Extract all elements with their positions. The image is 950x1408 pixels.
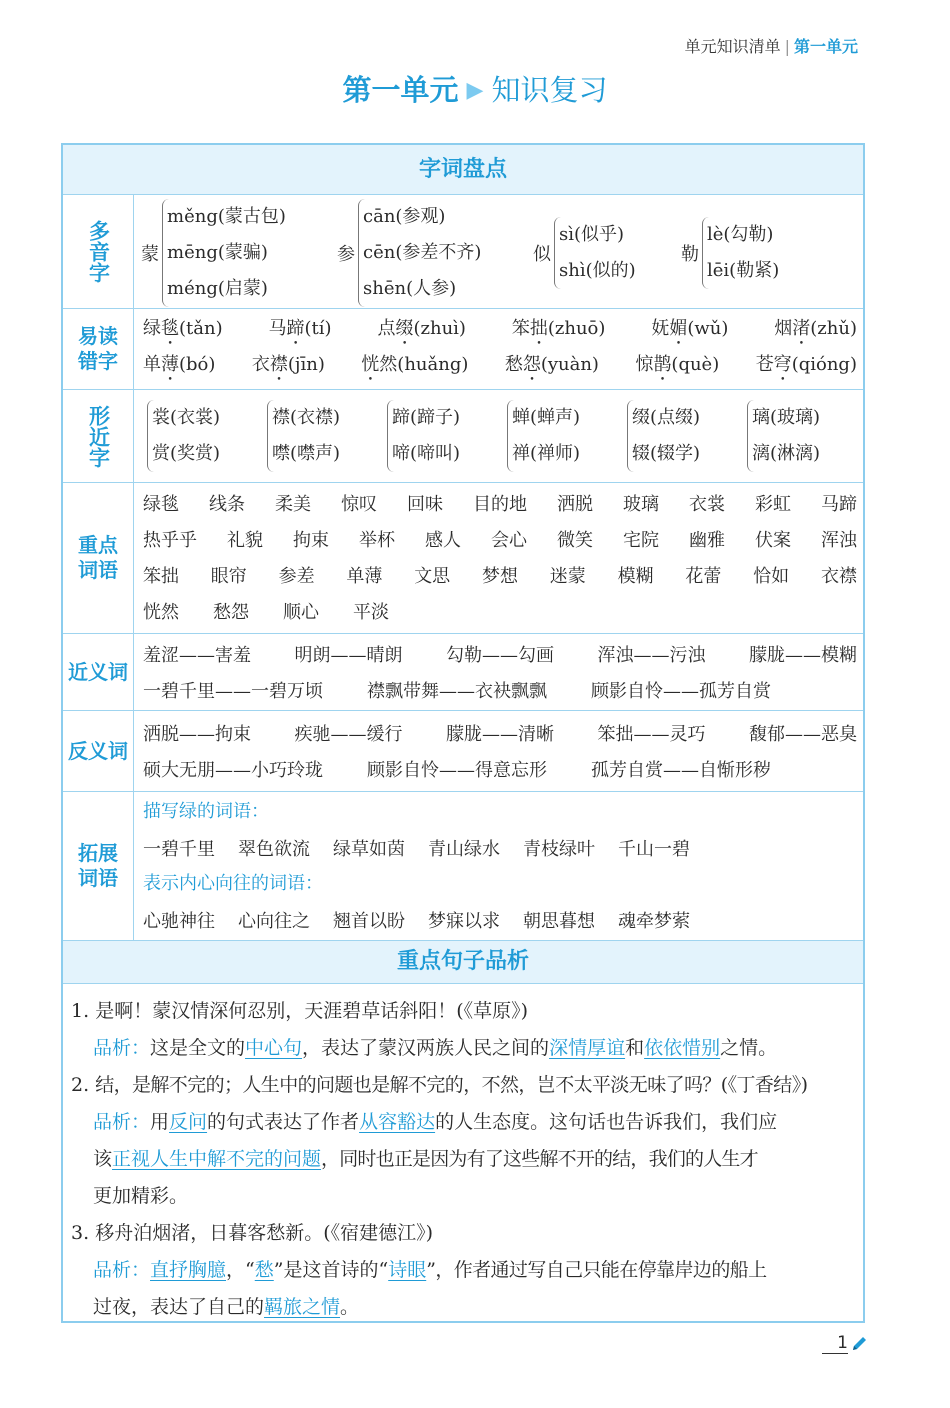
antonyms-line: 洒脱——拘束 疾驰——缓行 朦胧——清晰 笨拙——灵巧 馥郁——恶臭 <box>143 724 857 745</box>
extension-subtitle-longing: 表示内心向往的词语： <box>143 873 323 894</box>
similar-pair: 蹄(蹄子) 啼(啼叫) <box>387 400 460 472</box>
analysis-2-cont: 该正视人生中解不完的问题，同时也正是因为有了这些解不开的结，我们的人生才 <box>93 1148 758 1170</box>
sentence-analysis <box>71 993 855 1326</box>
analysis-1: 品析：这是全文的中心句，表达了蒙汉两族人民之间的深情厚谊和依依惜别之情。 <box>93 1037 778 1059</box>
error-prone-word: 点缀(zhuì) <box>377 317 466 339</box>
title-topic: 知识复习 <box>491 73 608 107</box>
synonyms-label: 近义词 <box>63 634 134 710</box>
running-header <box>685 34 858 57</box>
poly-group-can: 参 cān(参观) cēn(参差不齐) shēn(人参) <box>337 199 481 307</box>
similar-pair: 襟(衣襟) 噤(噤声) <box>267 400 340 472</box>
synonyms-content <box>143 636 857 708</box>
sentence-3: 3. 移舟泊烟渚，日暮客愁新。(《宿建德江》) <box>71 1222 434 1244</box>
extension-subtitle-green: 描写绿的词语： <box>143 801 269 822</box>
arrow-right-icon: ▶ <box>466 78 484 103</box>
poly-group-le: 勒 lè(勾勒) lēi(勒紧) <box>681 217 779 289</box>
analysis-3-cont: 过夜，表达了自己的羁旅之情。 <box>93 1296 360 1318</box>
antonyms-row <box>63 711 863 792</box>
synonyms-line: 一碧千里——一碧万顷 襟飘带舞——衣袂飘飘 顾影自怜——孤芳自赏 <box>143 681 771 702</box>
antonyms-content <box>143 715 857 787</box>
analysis-3: 品析：直抒胸臆，“愁”是这首诗的“诗眼”，作者通过写自己只能在停靠岸边的船上 <box>93 1259 767 1281</box>
page-number: 1 <box>822 1333 848 1354</box>
polyphonic-row <box>63 195 863 309</box>
error-prone-content <box>143 313 857 385</box>
header-unit: 第一单元 <box>793 37 858 56</box>
similar-chars-row <box>63 390 863 483</box>
analysis-2-end: 更加精彩。 <box>93 1185 189 1207</box>
extension-label: 拓展词语 <box>63 792 134 940</box>
header-divider: | <box>784 37 790 56</box>
similar-pair: 缀(点缀) 辍(辍学) <box>627 400 700 472</box>
error-prone-line-2 <box>143 349 857 385</box>
error-prone-word: 恍然(huǎng) <box>361 353 469 375</box>
key-words-line: 恍然 愁怨 顺心 平淡 <box>143 602 389 623</box>
sentences-section-heading: 重点句子品析 <box>63 941 863 984</box>
extension-words-longing: 心驰神往 心向往之 翘首以盼 梦寐以求 朝思暮想 魂牵梦萦 <box>143 911 690 932</box>
poly-group-si: 似 sì(似乎) shì(似的) <box>533 217 636 289</box>
key-words-content <box>143 485 857 629</box>
key-words-line: 热乎乎 礼貌 拘束 举杯 感人 会心 微笑 宅院 幽雅 伏案 浑浊 <box>143 530 857 551</box>
title-unit: 第一单元 <box>342 73 459 107</box>
poly-group-meng: 蒙 měng(蒙古包) mēng(蒙骗) méng(启蒙) <box>141 199 286 307</box>
similar-pair: 蝉(蝉声) 禅(禅师) <box>507 400 580 472</box>
antonyms-line: 硕大无朋——小巧玲珑 顾影自怜——得意忘形 孤芳自赏——自惭形秽 <box>143 760 771 781</box>
similar-chars-label: 形近字 <box>63 390 134 482</box>
key-words-label: 重点词语 <box>63 483 134 633</box>
error-prone-word: 马蹄(tí) <box>268 317 332 339</box>
key-words-row <box>63 483 863 634</box>
sentence-1: 1. 是啊！蒙汉情深何忍别，天涯碧草话斜阳！(《草原》) <box>71 1000 529 1022</box>
error-prone-word: 愁怨(yuàn) <box>504 353 599 375</box>
error-prone-label: 易读错字 <box>63 309 134 389</box>
page-title <box>0 68 950 109</box>
words-section-heading: 字词盘点 <box>63 145 863 195</box>
extension-content <box>143 794 857 938</box>
key-words-line: 绿毯 线条 柔美 惊叹 回味 目的地 洒脱 玻璃 衣裳 彩虹 马蹄 <box>143 494 857 515</box>
polyphonic-label: 多音字 <box>63 195 134 308</box>
error-prone-word: 烟渚(zhǔ) <box>774 317 857 339</box>
key-words-line: 笨拙 眼帘 参差 单薄 文思 梦想 迷蒙 模糊 花蕾 恰如 衣襟 <box>143 566 857 587</box>
extension-row <box>63 792 863 941</box>
error-prone-word: 衣襟(jīn) <box>251 353 325 375</box>
error-prone-word: 妩媚(wǔ) <box>651 317 729 339</box>
antonyms-label: 反义词 <box>63 711 134 791</box>
error-prone-word: 绿毯(tǎn) <box>143 317 223 339</box>
error-prone-line-1 <box>143 313 857 349</box>
error-prone-word: 笨拙(zhuō) <box>511 317 606 339</box>
header-section: 单元知识清单 <box>684 37 781 56</box>
error-prone-row <box>63 309 863 390</box>
synonyms-row <box>63 634 863 711</box>
error-prone-word: 惊鹊(què) <box>635 353 720 375</box>
error-prone-word: 单薄(bó) <box>143 353 216 375</box>
similar-pair: 裳(衣裳) 赏(奖赏) <box>147 400 220 472</box>
analysis-2: 品析：用反问的句式表达了作者从容豁达的人生态度。这句话也告诉我们，我们应 <box>93 1111 778 1133</box>
knowledge-table <box>61 143 865 1323</box>
similar-pair: 璃(玻璃) 漓(淋漓) <box>747 400 820 472</box>
sentence-2: 2. 结，是解不完的；人生中的问题也是解不完的，不然，岂不太平淡无味了吗？(《丁香结》) <box>71 1074 808 1096</box>
extension-words-green: 一碧千里 翠色欲流 绿草如茵 青山绿水 青枝绿叶 千山一碧 <box>143 839 690 860</box>
synonyms-line: 羞涩——害羞 明朗——晴朗 勾勒——勾画 浑浊——污浊 朦胧——模糊 <box>143 645 857 666</box>
error-prone-word: 苍穹(qióng) <box>755 353 857 375</box>
pencil-icon <box>850 1335 868 1353</box>
